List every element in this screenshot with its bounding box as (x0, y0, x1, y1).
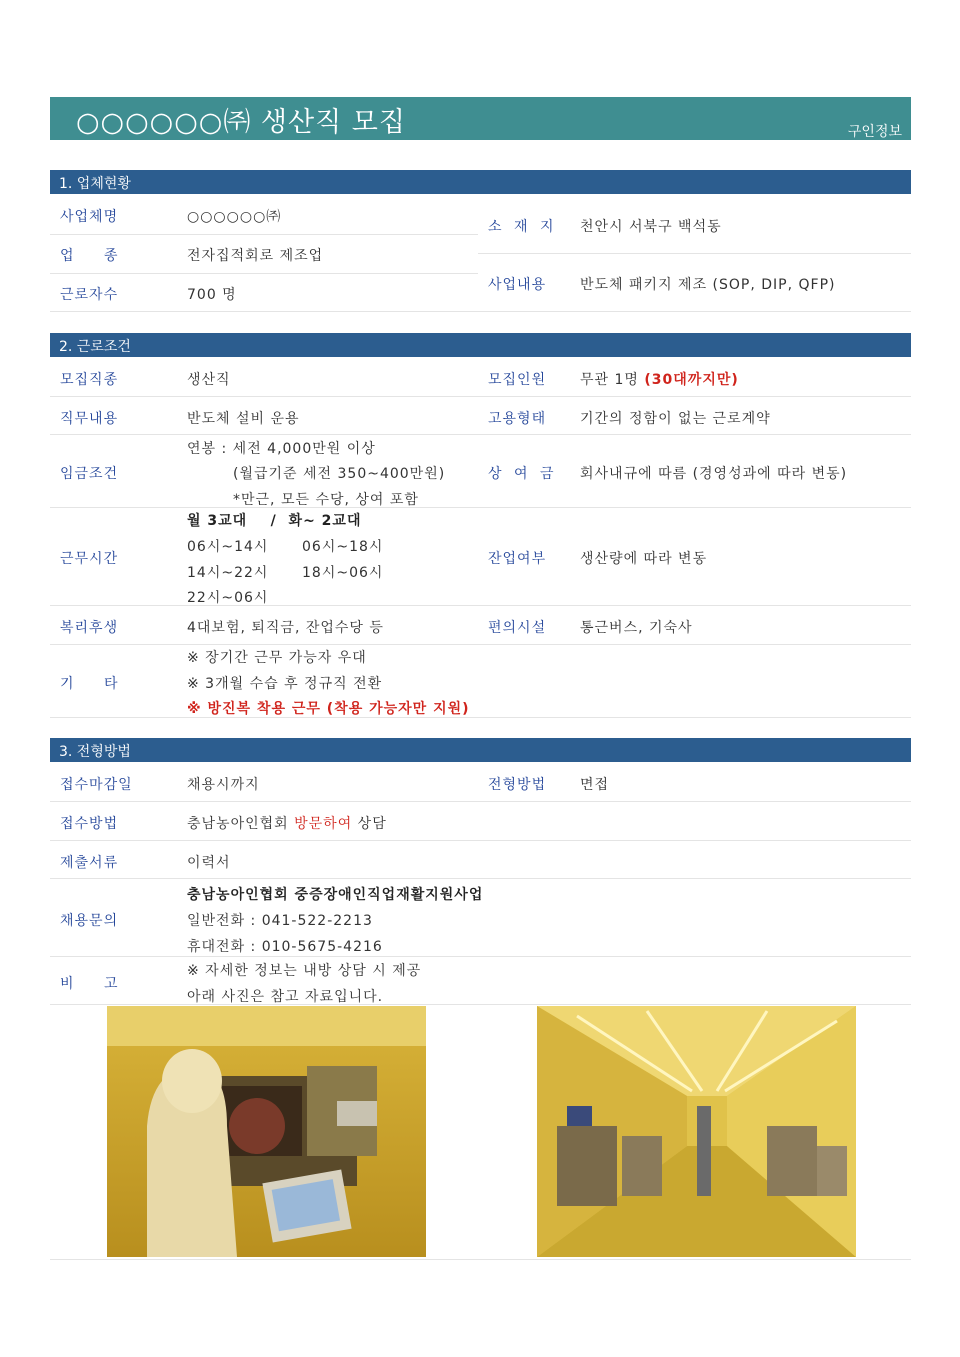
page-subtitle: 구인정보 (847, 124, 902, 140)
wage-line-2: (월급기준 세전 350~400만원) (233, 466, 446, 482)
remarks-line-1: ※ 자세한 정보는 내방 상담 시 제공 (187, 963, 422, 979)
section-1-header (50, 170, 911, 194)
industry-value: 전자집적회로 제조업 (187, 248, 324, 264)
duty-value: 반도체 설비 운용 (187, 411, 300, 427)
company-label: 사업체명 (60, 209, 119, 225)
divider (50, 311, 911, 312)
hours-a2: 14시~22시 (187, 565, 269, 581)
page-title: ○○○○○○㈜ 생산직 모집 (76, 107, 406, 138)
job-value: 생산직 (187, 372, 231, 388)
section-3-title: 3. 전형방법 (59, 744, 131, 760)
bonus-value: 회사내규에 따름 (경영성과에 따라 변동) (580, 466, 848, 482)
count-note: (30대까지만) (644, 372, 739, 388)
apply-value (187, 813, 387, 833)
duty-label: 직무내용 (60, 411, 119, 427)
hours-b1: 06시~18시 (302, 539, 384, 555)
etc-label: 기 타 (60, 676, 119, 692)
count-value (580, 369, 739, 389)
hours-label: 근무시간 (60, 551, 119, 567)
facility-value: 통근버스, 기숙사 (580, 620, 693, 636)
etc-line-2: ※ 3개월 수습 후 정규직 전환 (187, 676, 383, 692)
section-2-title: 2. 근로조건 (59, 339, 131, 355)
contact-line-3: 휴대전화 : 010-5675-4216 (187, 939, 383, 955)
overtime-label: 잔업여부 (488, 551, 547, 567)
deadline-value: 채용시까지 (187, 777, 260, 793)
cleanroom-hall-photo (537, 1006, 856, 1257)
hours-heading: 월 3교대 / 화~ 2교대 (187, 513, 362, 529)
divider (50, 956, 911, 957)
count-text: 무관 1명 (580, 372, 639, 388)
wage-line-3: *만근, 모든 수당, 상여 포함 (233, 492, 419, 508)
divider (50, 507, 911, 508)
employment-value: 기간의 정함이 없는 근로계약 (580, 411, 771, 427)
divider (50, 434, 911, 435)
divider (50, 717, 911, 718)
cleanroom-operator-photo (107, 1006, 426, 1257)
divider (50, 1004, 911, 1005)
employment-label: 고용형태 (488, 411, 547, 427)
contact-label: 채용문의 (60, 913, 119, 929)
method-value: 면접 (580, 777, 610, 793)
section-1-title: 1. 업체현황 (59, 176, 131, 192)
divider (50, 878, 911, 879)
welfare-label: 복리후생 (60, 620, 119, 636)
contact-line-2: 일반전화 : 041-522-2213 (187, 913, 373, 929)
contact-line-1: 충남농아인협회 중증장애인직업재활지원사업 (187, 887, 484, 903)
docs-label: 제출서류 (60, 855, 119, 871)
industry-label: 업 종 (60, 248, 119, 264)
divider (478, 253, 911, 254)
apply-red: 방문하여 (294, 816, 353, 832)
section-2-header (50, 333, 911, 357)
facility-label: 편의시설 (488, 620, 547, 636)
welfare-value: 4대보험, 퇴직금, 잔업수당 등 (187, 620, 384, 636)
etc-line-3: ※ 방진복 착용 근무 (착용 가능자만 지원) (187, 701, 470, 717)
workers-value: 700 명 (187, 287, 237, 303)
method-label: 전형방법 (488, 777, 547, 793)
deadline-label: 접수마감일 (60, 777, 133, 793)
divider (50, 644, 911, 645)
etc-line-1: ※ 장기간 근무 가능자 우대 (187, 650, 367, 666)
company-value: ○○○○○○㈜ (187, 209, 282, 225)
apply-pre: 충남농아인협회 (187, 816, 295, 832)
location-label: 소 재 지 (488, 219, 558, 235)
wage-line-1: 연봉 : 세전 4,000만원 이상 (187, 441, 376, 457)
section-3-header (50, 738, 911, 762)
hours-a3: 22시~06시 (187, 590, 269, 606)
workers-label: 근로자수 (60, 287, 119, 303)
wage-label: 임금조건 (60, 466, 119, 482)
hours-a1: 06시~14시 (187, 539, 269, 555)
business-label: 사업내용 (488, 277, 547, 293)
divider (50, 801, 911, 802)
divider (50, 234, 478, 235)
hours-b2: 18시~06시 (302, 565, 384, 581)
docs-value: 이력서 (187, 855, 231, 871)
apply-post: 상담 (352, 816, 387, 832)
location-value: 천안시 서북구 백석동 (580, 219, 722, 235)
divider (50, 605, 911, 606)
count-label: 모집인원 (488, 372, 547, 388)
bonus-label: 상 여 금 (488, 466, 558, 482)
job-label: 모집직종 (60, 372, 119, 388)
divider (50, 273, 478, 274)
overtime-value: 생산량에 따라 변동 (580, 551, 708, 567)
remarks-line-2: 아래 사진은 참고 자료입니다. (187, 989, 384, 1005)
divider (50, 396, 911, 397)
apply-label: 접수방법 (60, 816, 119, 832)
divider (50, 840, 911, 841)
divider (50, 1259, 911, 1260)
business-value: 반도체 패키지 제조 (SOP, DIP, QFP) (580, 277, 836, 293)
remarks-label: 비 고 (60, 976, 119, 992)
